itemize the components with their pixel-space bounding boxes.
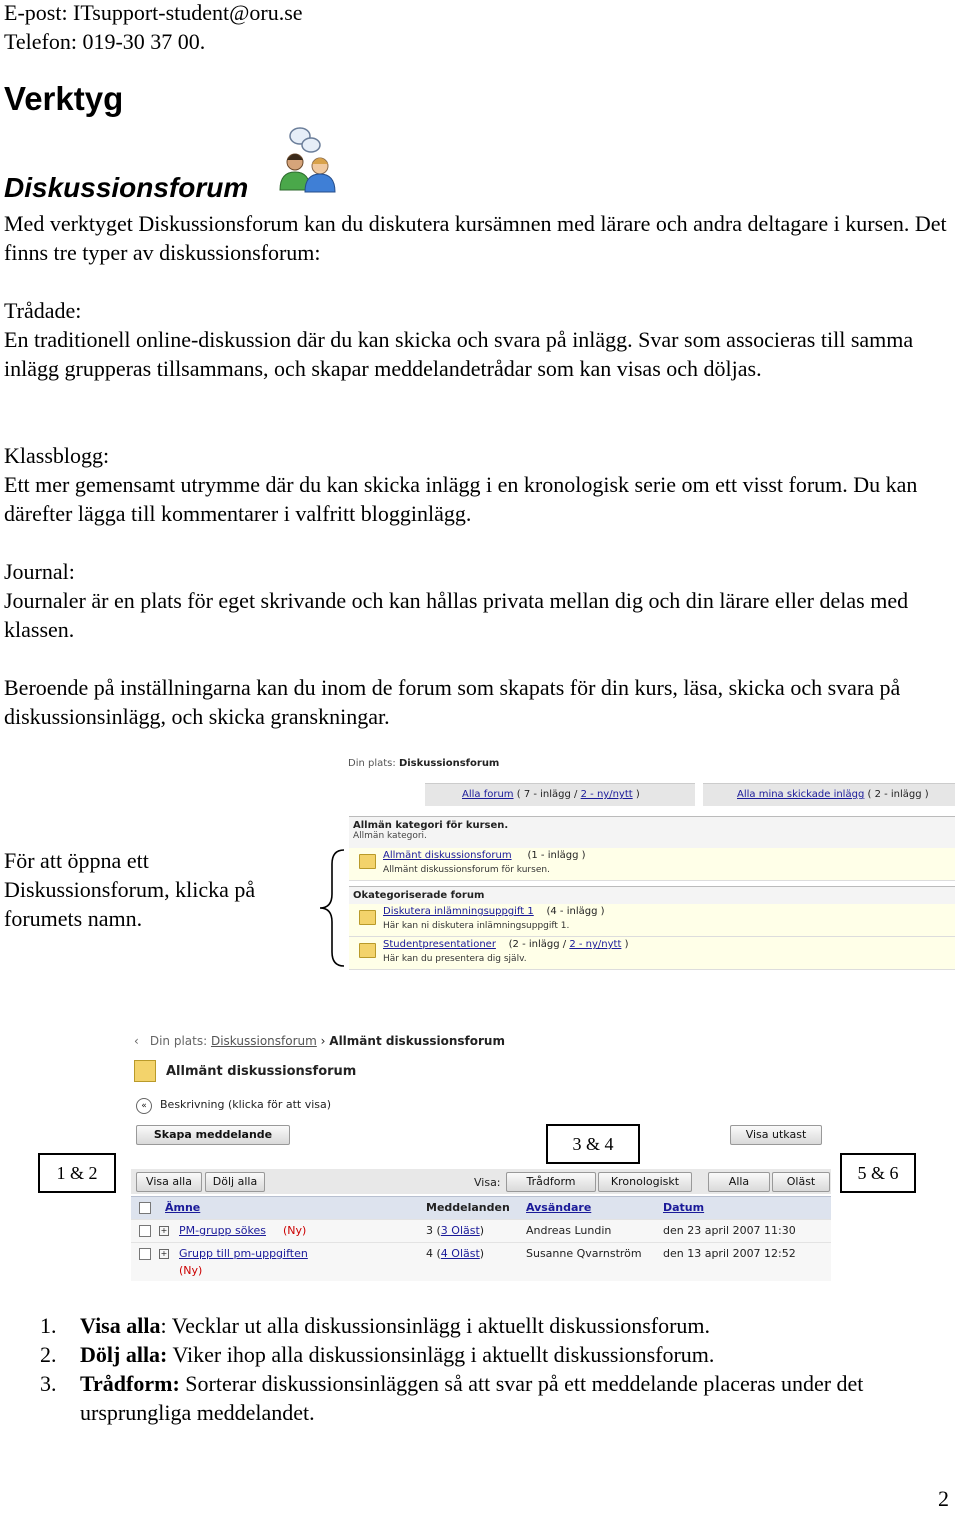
row-messages-close: ) (479, 1247, 485, 1260)
forum-list-screenshot (345, 752, 955, 972)
tab-all-forum-close: ) (635, 789, 640, 800)
step-term: Dölj alla: (80, 1342, 168, 1367)
row-messages-close: ) (479, 1224, 485, 1237)
threaded-view-button[interactable]: Trådform (506, 1172, 596, 1192)
step-number: 3. (40, 1371, 57, 1396)
row-new-tag: (Ny) (283, 1224, 307, 1237)
forum-link[interactable]: Allmänt diskussionsforum (383, 850, 512, 861)
expand-icon[interactable]: + (160, 1226, 168, 1235)
column-subject[interactable]: Ämne (165, 1201, 201, 1214)
step-text: Sorterar diskussionsinläggen så att svar på ett meddelande placeras under det ursprungliga meddelandet. (80, 1371, 864, 1425)
type-journal-label: Journal: (4, 559, 75, 584)
breadcrumb-current: Diskussionsforum (398, 758, 500, 769)
list-item (40, 1369, 950, 1427)
type-journal-text: Journaler är en plats för eget skrivande och kan hållas privata mellan dig och din lärare eller delas med klassen. (4, 588, 909, 642)
list-item (40, 1311, 950, 1340)
row-messages: 4 ( (426, 1247, 441, 1260)
step-number: 1. (40, 1313, 57, 1338)
type-blog-text: Ett mer gemensamt utrymme där du kan skicka inlägg i en kronologisk serie om ett visst forum. Du kan därefter lägga till kommentarer i valfritt blogginlägg. (4, 472, 918, 526)
step-text: Viker ihop alla diskussionsinlägg i aktuellt diskussionsforum. (167, 1342, 715, 1367)
list-item (40, 1340, 950, 1369)
thread-view-screenshot (126, 1026, 836, 1286)
brace-icon (318, 848, 346, 968)
toggle-icon[interactable]: « (136, 1098, 152, 1114)
row-date: den 23 april 2007 11:30 (663, 1224, 796, 1237)
row-new-tag: (Ny) (179, 1264, 203, 1277)
forum-name-row (383, 906, 605, 917)
tab-all-forum[interactable] (425, 783, 695, 806)
step-text: Vecklar ut alla diskussionsinlägg i aktuellt diskussionsforum. (166, 1313, 711, 1338)
filter-unread-button[interactable]: Oläst (772, 1172, 830, 1192)
forum-description: Här kan ni diskutera inlämningsuppgift 1. (383, 921, 570, 931)
step-number: 2. (40, 1342, 57, 1367)
forum-row[interactable] (349, 937, 955, 970)
callout-3-4: 3 & 4 (546, 1124, 640, 1164)
category-general-title: Allmän kategori för kursen. (353, 820, 509, 831)
type-blog-label: Klassblogg: (4, 443, 110, 468)
forum-row[interactable] (349, 904, 955, 937)
forum-description: Här kan du presentera dig själv. (383, 954, 527, 964)
step-term: Visa alla (80, 1313, 161, 1338)
expand-icon[interactable]: + (160, 1249, 168, 1258)
steps-list (40, 1311, 950, 1427)
forum-title: Allmänt diskussionsforum (166, 1064, 357, 1079)
view-label: Visa: (474, 1176, 501, 1189)
folder-icon (359, 854, 376, 869)
row-checkbox[interactable] (139, 1248, 151, 1260)
row-checkbox[interactable] (139, 1225, 151, 1237)
callout-5-6: 5 & 6 (840, 1153, 916, 1193)
section-heading: Verktyg (4, 80, 124, 117)
hide-all-button[interactable]: Dölj alla (205, 1172, 265, 1192)
table-row[interactable] (131, 1219, 831, 1242)
breadcrumb-prefix: Din plats: (149, 1034, 208, 1048)
column-sender[interactable]: Avsändare (526, 1201, 592, 1214)
category-uncategorized-title: Okategoriserade forum (353, 890, 485, 901)
forum-row[interactable] (349, 848, 955, 881)
type-threaded-text: En traditionell online-diskussion där du kan skicka och svara på inlägg. Svar som associeras till samma inlägg grupperas tillsammans, och skapar meddelandetrådar som kan visas och döljas. (4, 327, 914, 381)
category-general-sub: Allmän kategori. (353, 831, 427, 841)
page-number: 2 (938, 1486, 949, 1511)
row-messages: 3 ( (426, 1224, 441, 1237)
step-term: Trådform: (80, 1371, 180, 1396)
tab-my-posts-link[interactable]: Alla mina skickade inlägg (737, 789, 865, 800)
breadcrumb-current: Allmänt diskussionsforum (329, 1034, 505, 1048)
tab-all-forum-link[interactable]: Alla forum (462, 789, 514, 800)
forum-description: Allmänt diskussionsforum för kursen. (383, 865, 550, 875)
row-sender: Andreas Lundin (526, 1224, 612, 1237)
row-date: den 13 april 2007 12:52 (663, 1247, 796, 1260)
select-all-checkbox[interactable] (139, 1202, 151, 1214)
breadcrumb (134, 1034, 505, 1048)
row-subject[interactable]: Grupp till pm-uppgiften (179, 1247, 308, 1260)
chronological-view-button[interactable]: Kronologiskt (598, 1172, 692, 1192)
forum-count: (1 - inlägg ) (527, 850, 586, 861)
tab-my-posts-count: ( 2 - inlägg ) (867, 789, 929, 800)
category-uncategorized (349, 886, 955, 904)
chevron-right-icon: › (320, 1034, 326, 1048)
filter-all-button[interactable]: Alla (708, 1172, 770, 1192)
forum-count: (4 - inlägg ) (546, 906, 605, 917)
callout-1-2: 1 & 2 (38, 1153, 116, 1193)
forum-name-row (383, 939, 629, 950)
forum-new-link[interactable]: 2 - ny/nytt (569, 939, 622, 950)
category-general (349, 816, 955, 848)
breadcrumb (348, 758, 499, 769)
contact-phone: Telefon: 019-30 37 00. (4, 29, 206, 54)
folder-icon (359, 910, 376, 925)
row-unread[interactable]: 3 Oläst (440, 1224, 480, 1237)
table-row[interactable] (131, 1242, 831, 1281)
discussion-users-icon (274, 124, 340, 194)
row-sender: Susanne Qvarnström (526, 1247, 642, 1260)
description-toggle[interactable]: Beskrivning (klicka för att visa) (160, 1098, 332, 1111)
contact-email: E-post: ITsupport-student@oru.se (4, 0, 303, 25)
column-date[interactable]: Datum (663, 1201, 705, 1214)
column-messages: Meddelanden (426, 1201, 510, 1214)
intro-paragraph: Med verktyget Diskussionsforum kan du diskutera kursämnen med lärare och andra deltagare i kursen. Det finns tre typer av diskussionsforum: (4, 211, 947, 265)
grid-header (131, 1196, 831, 1219)
forum-count: (2 - inlägg / (508, 939, 567, 950)
create-message-button[interactable]: Skapa meddelande (136, 1125, 290, 1145)
row-subject[interactable]: PM-grupp sökes (179, 1224, 266, 1237)
type-threaded-label: Trådade: (4, 298, 82, 323)
show-all-button[interactable]: Visa alla (136, 1172, 202, 1192)
tab-all-forum-new[interactable]: 2 - ny/nytt (580, 789, 633, 800)
chevron-left-icon[interactable]: ‹ (134, 1034, 139, 1048)
step-separator: : (160, 1313, 167, 1338)
open-forum-note: För att öppna ett Diskussionsforum, klicka på forumets namn. (4, 848, 256, 931)
forum-count-close: ) (624, 939, 629, 950)
forum-name-row (383, 850, 586, 861)
folder-icon (359, 943, 376, 958)
view-draft-button[interactable]: Visa utkast (730, 1125, 822, 1145)
forum-link[interactable]: Diskutera inlämningsuppgift 1 (383, 906, 534, 917)
tab-all-forum-count: ( 7 - inlägg / (516, 789, 578, 800)
row-unread[interactable]: 4 Oläst (440, 1247, 480, 1260)
breadcrumb-prefix: Din plats: (348, 758, 396, 769)
folder-icon (134, 1060, 156, 1082)
forum-heading: Diskussionsforum (4, 172, 249, 203)
forum-link[interactable]: Studentpresentationer (383, 939, 496, 950)
tab-my-posts[interactable] (703, 783, 955, 806)
settings-note: Beroende på inställningarna kan du inom de forum som skapats för din kurs, läsa, skicka och svara på diskussionsinlägg, och skicka granskningar. (4, 675, 901, 729)
breadcrumb-link[interactable]: Diskussionsforum (210, 1034, 317, 1048)
